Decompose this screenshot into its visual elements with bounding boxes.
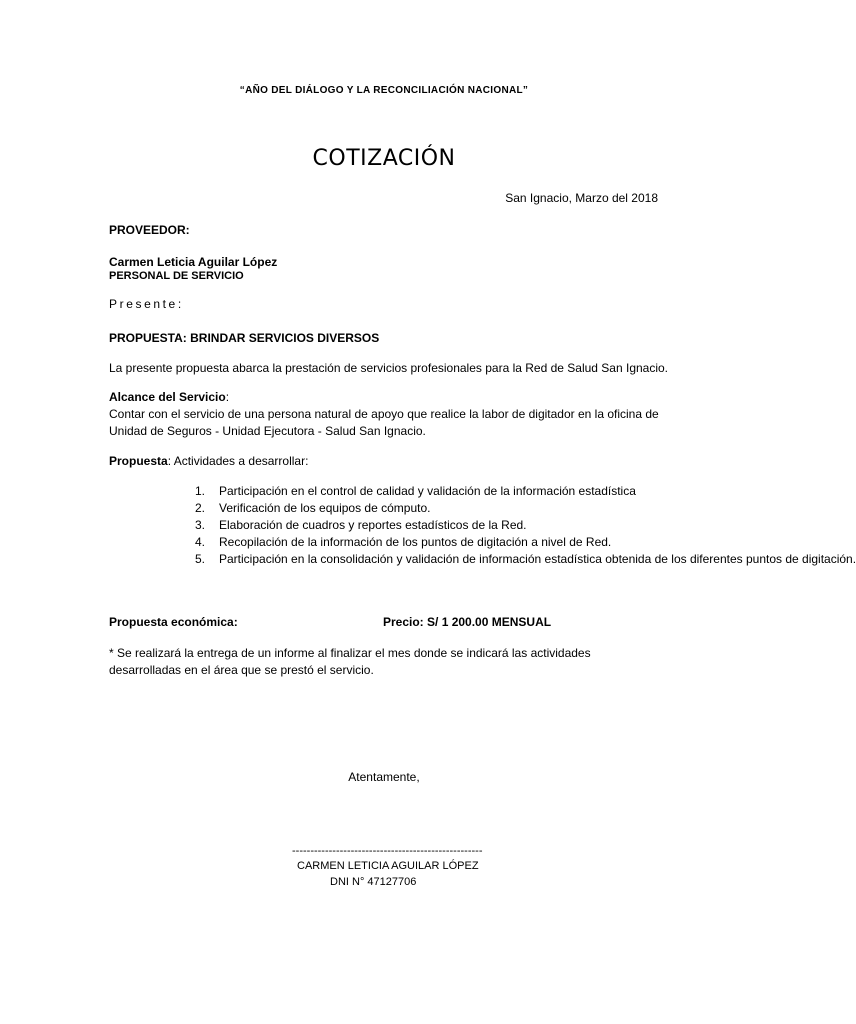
provider-label: PROVEEDOR: (109, 223, 190, 237)
list-item (195, 551, 856, 568)
greeting: Presente: (109, 297, 184, 311)
proposal-intro: La presente propuesta abarca la prestación de servicios profesionales para la Red de Salud San Ignacio. (109, 361, 669, 375)
activities-suffix: : Actividades a desarrollar: (167, 454, 309, 468)
list-number: 1. (195, 484, 206, 498)
provider-role: PERSONAL DE SERVICIO (109, 270, 244, 282)
signer-dni: DNI N° 47127706 (330, 876, 417, 888)
list-item (195, 483, 665, 500)
delivery-note: * Se realizará la entrega de un informe al finalizar el mes donde se indicará las actividades desarrolladas en el área que se prestó el servicio. (109, 646, 591, 677)
price-value: Precio: S/ 1 200.00 MENSUAL (383, 615, 552, 629)
proposal-title: PROPUESTA: BRINDAR SERVICIOS DIVERSOS (109, 331, 380, 345)
list-number: 4. (195, 535, 206, 549)
document-title: COTIZACIÓN (312, 146, 456, 171)
list-text: Participación en la consolidación y validación de información estadística obtenida de los diferentes puntos de digitación. (219, 552, 856, 566)
list-item (195, 500, 665, 517)
year-motto: “AÑO DEL DIÁLOGO Y LA RECONCILIACIÓN NACIONAL” (239, 85, 529, 96)
signer-name: CARMEN LETICIA AGUILAR LÓPEZ (297, 860, 479, 872)
scope-label: Alcance del Servicio (109, 390, 226, 404)
list-item (195, 534, 665, 551)
place-date: San Ignacio, Marzo del 2018 (505, 191, 658, 205)
list-text: Verificación de los equipos de cómputo. (219, 501, 431, 515)
scope-text: Contar con el servicio de una persona natural de apoyo que realice la labor de digitador en la oficina de Unidad de Seguros - Unidad Ejecutora - Salud San Ignacio. (109, 407, 659, 438)
list-item (195, 517, 665, 534)
list-number: 5. (195, 552, 206, 566)
signature-line: ---------------------------------------------------- (292, 845, 483, 857)
list-number: 3. (195, 518, 206, 532)
list-text: Participación en el control de calidad y validación de la información estadística (219, 484, 636, 498)
list-number: 2. (195, 501, 206, 515)
activities-list (195, 483, 856, 568)
activities-label: Propuesta (109, 454, 168, 468)
list-text: Recopilación de la información de los puntos de digitación a nivel de Red. (219, 535, 612, 549)
scope-heading (109, 390, 229, 404)
economic-label: Propuesta económica: (109, 615, 238, 629)
closing-text: Atentamente, (348, 770, 420, 784)
provider-name: Carmen Leticia Aguilar López (109, 255, 278, 269)
activities-heading (109, 454, 308, 468)
list-text: Elaboración de cuadros y reportes estadísticos de la Red. (219, 518, 527, 532)
scope-label-suffix: : (225, 390, 230, 404)
